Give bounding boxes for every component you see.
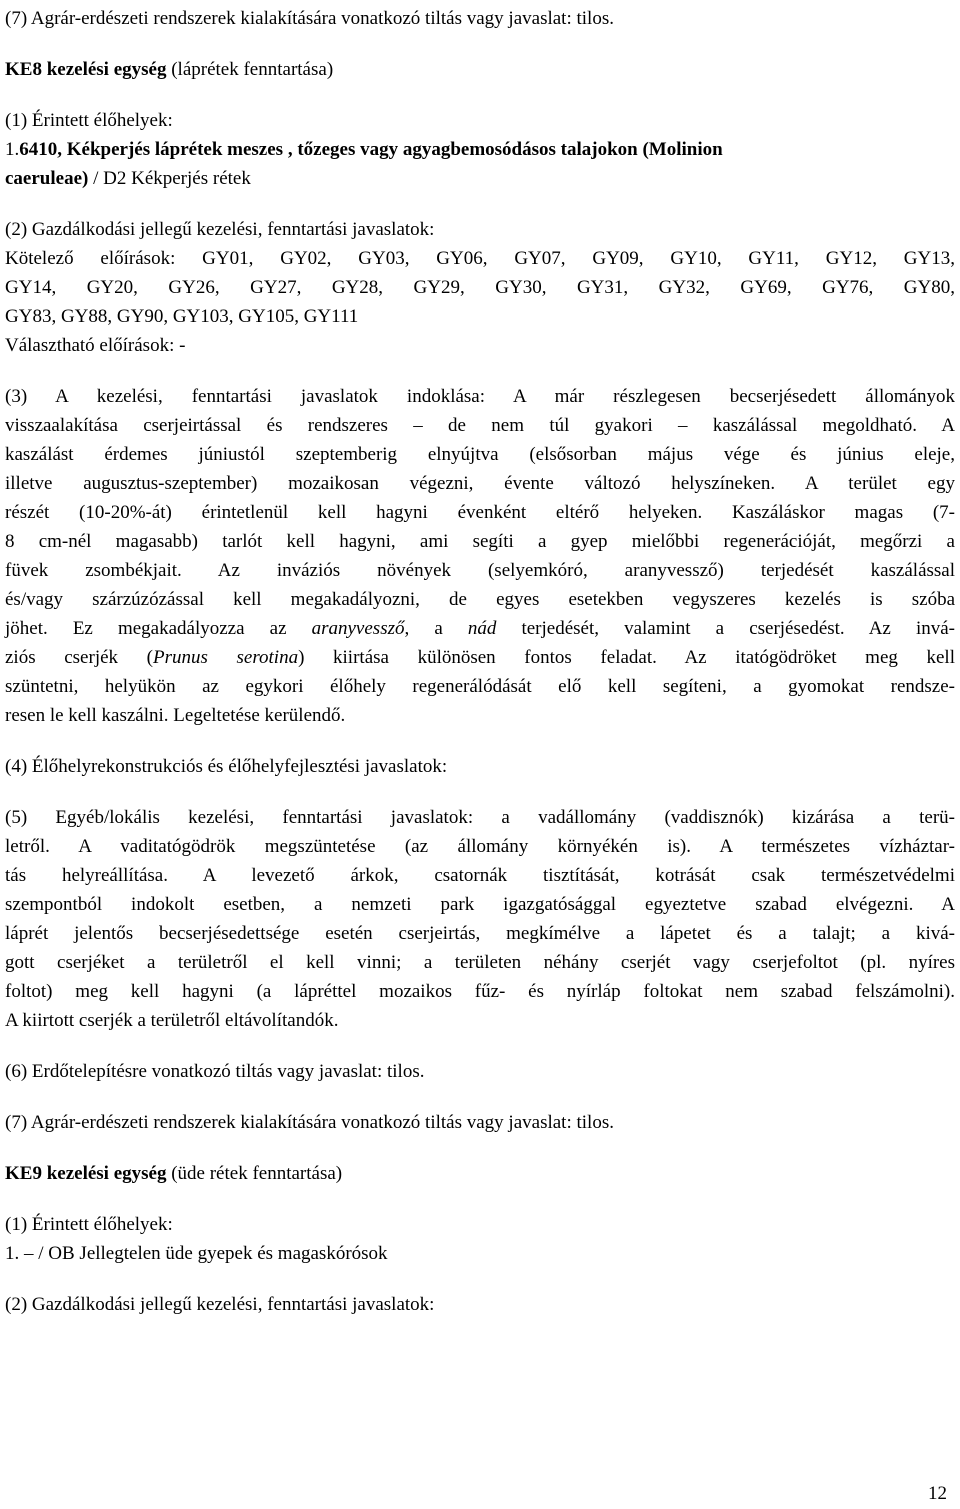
ke8-habitat-rest: / D2 Kékperjés rétek: [88, 168, 251, 189]
ke9-management-heading: (2) Gazdálkodási jellegű kezelési, fenntartási javaslatok:: [5, 1294, 435, 1315]
p3-line: (3) A kezelési, fenntartási javaslatok indoklása: A már részlegesen becserjésedett állományok: [5, 386, 955, 407]
ke8-heading-bold: KE8 kezelési egység: [5, 59, 167, 80]
p3-line: szüntetni, helyükön az egykori élőhely regenerálódását elő kell segíteni, a gyomokat rendsze-: [5, 676, 955, 697]
p5-line-last: A kiirtott cserjék a területről eltávolítandók.: [5, 1010, 339, 1031]
page-number: 12: [928, 1483, 947, 1504]
ke8-management-heading: (2) Gazdálkodási jellegű kezelési, fenntartási javaslatok:: [5, 219, 435, 240]
ke8-required-line-1: Kötelező előírások: GY01, GY02, GY03, GY06, GY07, GY09, GY10, GY11, GY12, GY13,: [5, 248, 955, 269]
ke8-habitat-line-2: [5, 164, 955, 193]
p4-heading: (4) Élőhelyrekonstrukciós és élőhelyfejlesztési javaslatok:: [5, 756, 448, 777]
p3-line: és/vagy szárzúzózással kell megakadályozni, de egyes esetekben vegyszeres kezelés is szóba: [5, 589, 955, 610]
p5-line: láprét jelentős becserjésedettsége esetén cserjeirtás, megkímélve a lápetet és a talajt; a kivá-: [5, 923, 955, 944]
italic-run: aranyvessző: [311, 618, 405, 639]
ke9-habitat-line: 1. – / OB Jellegtelen üde gyepek és magaskórósok: [5, 1243, 388, 1264]
p5-line: foltot) meg kell hagyni (a lápréttel mozaikos fűz- és nyírláp foltokat nem szabad felszámolni).: [5, 981, 955, 1002]
p3-line-italic-mix-1: [5, 614, 955, 643]
p5-line: tás helyreállítása. A levezető árkok, csatornák tisztítását, kotrását csak természetvédelmi: [5, 865, 955, 886]
p3-line: füvek zsombékjait. Az inváziós növények (selyemkóró, aranyvessző) terjedését kaszálással: [5, 560, 955, 581]
ke8-required-line-2: GY14, GY20, GY26, GY27, GY28, GY29, GY30, GY31, GY32, GY69, GY76, GY80,: [5, 277, 955, 298]
p3-line: részét (10-20%-át) érintetlenül kell hagyni évenként eltérő helyeken. Kaszáláskor magas (7-: [5, 502, 955, 523]
document-body: [5, 4, 955, 1319]
p6-line: (6) Erdőtelepítésre vonatkozó tiltás vagy javaslat: tilos.: [5, 1061, 425, 1082]
p3-line: visszaalakítása cserjeirtással és rendszeres – de nem túl gyakori – kaszálással megoldható. A: [5, 415, 955, 436]
ke9-heading: [5, 1159, 955, 1188]
ke8-habitats-heading: (1) Érintett élőhelyek:: [5, 110, 173, 131]
p5-line: szempontból indokolt esetben, a nemzeti park igazgatósággal egyeztetve szabad elvégezni. A: [5, 894, 955, 915]
text-run: terjedését, valamint a cserjésedést. Az invá-: [496, 618, 955, 639]
ke8-habitat-line-1: [5, 135, 955, 164]
ke8-habitat-prefix: 1.: [5, 139, 20, 160]
ke8-habitat-bold-2: caeruleae): [5, 168, 89, 189]
ke7-agroforestry-line: (7) Agrár-erdészeti rendszerek kialakítására vonatkozó tiltás vagy javaslat: tilos.: [5, 8, 614, 29]
ke9-habitats-heading: (1) Érintett élőhelyek:: [5, 1214, 173, 1235]
italic-run: Prunus serotina: [152, 647, 299, 668]
text-run: ziós cserjék (: [5, 647, 153, 668]
p5-line: (5) Egyéb/lokális kezelési, fenntartási javaslatok: a vadállomány (vaddisznók) kizárása a terü-: [5, 807, 955, 828]
ke8-heading: [5, 55, 955, 84]
p3-line: 8 cm-nél magasabb) tarlót kell hagyni, ami segíti a gyep mielőbbi regenerációját, megőrzi a: [5, 531, 955, 552]
p3-line-last: resen le kell kaszálni. Legeltetése kerülendő.: [5, 705, 346, 726]
ke8-habitat-bold-1: 6410, Kékperjés láprétek meszes , tőzeges vagy agyagbemosódásos talajokon (Molinion: [19, 139, 723, 160]
p5-line: letről. A vaditatógödrök megszüntetése (az állomány környékén is). A természetes vízháztar-: [5, 836, 955, 857]
text-run: ) kiirtása különösen fontos feladat. Az itatógödröket meg kell: [298, 647, 955, 668]
ke8-optional-line: Választható előírások: -: [5, 335, 186, 356]
p3-line: kaszálást érdemes júniustól szeptemberig elnyújtva (elsősorban május vége és június eleje,: [5, 444, 955, 465]
p7-line: (7) Agrár-erdészeti rendszerek kialakítására vonatkozó tiltás vagy javaslat: tilos.: [5, 1112, 614, 1133]
p3-line-italic-mix-2: [5, 643, 955, 672]
text-run: , a: [404, 618, 468, 639]
p3-line: illetve augusztus-szeptember) mozaikosan végezni, évente változó helyszíneken. A terület egy: [5, 473, 955, 494]
ke9-heading-bold: KE9 kezelési egység: [5, 1163, 167, 1184]
text-run: jöhet. Ez megakadályozza az: [5, 618, 312, 639]
italic-run: nád: [467, 618, 497, 639]
ke8-required-line-3: GY83, GY88, GY90, GY103, GY105, GY111: [5, 306, 359, 327]
p5-line: gott cserjéket a területről el kell vinni; a területen néhány cserjét vagy cserjefoltot (pl. nyíres: [5, 952, 955, 973]
ke8-heading-rest: (láprétek fenntartása): [166, 59, 334, 80]
ke9-heading-rest: (üde rétek fenntartása): [166, 1163, 343, 1184]
